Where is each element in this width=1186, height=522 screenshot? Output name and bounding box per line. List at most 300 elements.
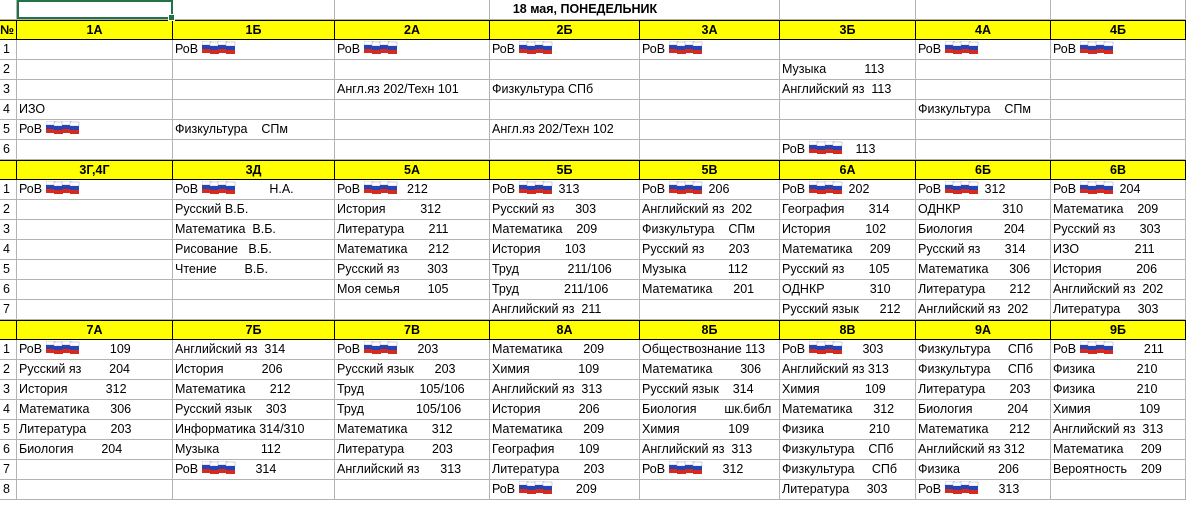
cell-text: Рисование В.Б. <box>175 242 272 256</box>
cell-text-suffix: Н.А. <box>238 182 294 196</box>
lesson-cell[interactable] <box>17 380 173 400</box>
lesson-cell[interactable] <box>335 380 490 400</box>
russian-flag-icon <box>364 181 400 195</box>
number-header-cell <box>0 160 17 180</box>
lesson-cell[interactable] <box>780 360 916 380</box>
cell-text: РоВ <box>175 182 199 196</box>
lesson-number-cell <box>0 360 17 380</box>
lesson-cell[interactable] <box>916 400 1051 420</box>
cell-text: ИЗО 211 <box>1053 242 1155 256</box>
lesson-cell[interactable] <box>490 360 640 380</box>
lesson-cell[interactable] <box>335 440 490 460</box>
lesson-cell[interactable] <box>335 140 490 160</box>
lesson-cell[interactable] <box>490 180 640 200</box>
russian-flag-icon <box>364 341 400 355</box>
lesson-cell[interactable] <box>1051 460 1186 480</box>
lesson-cell[interactable] <box>335 280 490 300</box>
lesson-cell[interactable] <box>490 420 640 440</box>
lesson-number-cell <box>0 60 17 80</box>
lesson-cell[interactable] <box>173 400 335 420</box>
lesson-cell[interactable] <box>780 480 916 500</box>
lesson-cell[interactable] <box>640 180 780 200</box>
cell-text: РоВ <box>918 42 942 56</box>
russian-flag-icon <box>519 41 555 55</box>
lesson-cell[interactable] <box>335 180 490 200</box>
lesson-cell[interactable] <box>173 100 335 120</box>
cell-text: Обществознание 113 <box>642 342 766 356</box>
lesson-cell[interactable] <box>780 140 916 160</box>
lesson-cell[interactable] <box>173 380 335 400</box>
cell-text: Английский яз 313 <box>1053 422 1164 436</box>
lesson-cell[interactable] <box>780 440 916 460</box>
lesson-cell[interactable] <box>490 340 640 360</box>
lesson-cell[interactable] <box>173 460 335 480</box>
cell-text: Музыка 113 <box>782 62 885 76</box>
lesson-cell[interactable] <box>916 340 1051 360</box>
lesson-cell[interactable] <box>780 200 916 220</box>
lesson-cell[interactable] <box>780 460 916 480</box>
lesson-cell[interactable] <box>1051 40 1186 60</box>
lesson-cell[interactable] <box>1051 480 1186 500</box>
class-name: 3Г,4Г <box>79 163 110 177</box>
lesson-cell[interactable] <box>173 200 335 220</box>
cell-text-suffix: 204 <box>1116 182 1141 196</box>
lesson-cell[interactable] <box>335 260 490 280</box>
class-name: 5Б <box>556 163 573 177</box>
lesson-cell[interactable] <box>1051 400 1186 420</box>
top-cell[interactable] <box>780 0 916 20</box>
top-cell[interactable] <box>916 0 1051 20</box>
class-header-6В[interactable] <box>1051 160 1186 180</box>
class-header-4Б[interactable] <box>1051 20 1186 40</box>
class-header-4А[interactable] <box>916 20 1051 40</box>
class-header-1Б[interactable] <box>173 20 335 40</box>
cell-text: Литература 303 <box>782 482 888 496</box>
cell-text: Английский яз 113 <box>782 82 892 96</box>
lesson-number-cell <box>0 200 17 220</box>
lesson-number-cell <box>0 460 17 480</box>
lesson-cell[interactable] <box>1051 280 1186 300</box>
lesson-cell[interactable] <box>640 340 780 360</box>
lesson-cell[interactable] <box>780 40 916 60</box>
lesson-cell[interactable] <box>1051 140 1186 160</box>
lesson-cell[interactable] <box>17 340 173 360</box>
lesson-cell[interactable] <box>173 340 335 360</box>
class-header-7В[interactable] <box>335 320 490 340</box>
lesson-cell[interactable] <box>1051 120 1186 140</box>
lesson-cell[interactable] <box>173 40 335 60</box>
cell-text: Музыка 112 <box>175 442 281 456</box>
lesson-cell[interactable] <box>17 420 173 440</box>
lesson-cell[interactable] <box>335 400 490 420</box>
cell-text: ОДНКР 310 <box>782 282 891 296</box>
lesson-cell[interactable] <box>490 400 640 420</box>
lesson-cell[interactable] <box>17 480 173 500</box>
lesson-cell[interactable] <box>490 60 640 80</box>
lesson-cell[interactable] <box>640 240 780 260</box>
cell-text: РоВ <box>337 42 361 56</box>
lesson-cell[interactable] <box>916 480 1051 500</box>
lesson-cell[interactable] <box>490 200 640 220</box>
lesson-cell[interactable] <box>335 100 490 120</box>
lesson-cell[interactable] <box>173 260 335 280</box>
lesson-cell[interactable] <box>1051 180 1186 200</box>
lesson-number: 4 <box>3 102 10 116</box>
lesson-cell[interactable] <box>17 440 173 460</box>
class-header-2Б[interactable] <box>490 20 640 40</box>
lesson-cell[interactable] <box>490 100 640 120</box>
lesson-cell[interactable] <box>17 220 173 240</box>
russian-flag-icon <box>809 341 845 355</box>
lesson-cell[interactable] <box>335 300 490 320</box>
lesson-number-cell <box>0 380 17 400</box>
cell-text-suffix: 206 <box>705 182 730 196</box>
lesson-cell[interactable] <box>780 100 916 120</box>
lesson-cell[interactable] <box>916 80 1051 100</box>
lesson-cell[interactable] <box>335 200 490 220</box>
cell-text: Литература 203 <box>337 442 453 456</box>
lesson-cell[interactable] <box>17 180 173 200</box>
class-header-1А[interactable] <box>17 20 173 40</box>
lesson-cell[interactable] <box>916 140 1051 160</box>
selected-cell[interactable] <box>17 0 173 19</box>
lesson-cell[interactable] <box>640 260 780 280</box>
lesson-cell[interactable] <box>1051 420 1186 440</box>
lesson-number: 3 <box>3 222 10 236</box>
lesson-cell[interactable] <box>780 340 916 360</box>
lesson-cell[interactable] <box>916 260 1051 280</box>
lesson-cell[interactable] <box>780 260 916 280</box>
lesson-cell[interactable] <box>490 440 640 460</box>
lesson-cell[interactable] <box>1051 220 1186 240</box>
lesson-cell[interactable] <box>490 240 640 260</box>
cell-text: Физкультура СПб <box>918 362 1034 376</box>
lesson-cell[interactable] <box>780 180 916 200</box>
lesson-number: 6 <box>3 142 10 156</box>
lesson-cell[interactable] <box>335 420 490 440</box>
lesson-cell[interactable] <box>780 300 916 320</box>
lesson-cell[interactable] <box>490 280 640 300</box>
class-header-6А[interactable] <box>780 160 916 180</box>
lesson-cell[interactable] <box>916 100 1051 120</box>
lesson-cell[interactable] <box>780 380 916 400</box>
class-header-8В[interactable] <box>780 320 916 340</box>
lesson-number: 7 <box>3 302 10 316</box>
lesson-cell[interactable] <box>490 480 640 500</box>
lesson-number-cell <box>0 480 17 500</box>
class-name: 7А <box>86 323 103 337</box>
lesson-cell[interactable] <box>916 200 1051 220</box>
lesson-cell[interactable] <box>335 60 490 80</box>
lesson-cell[interactable] <box>173 360 335 380</box>
lesson-number: 3 <box>3 382 10 396</box>
lesson-cell[interactable] <box>640 200 780 220</box>
lesson-cell[interactable] <box>1051 80 1186 100</box>
lesson-cell[interactable] <box>17 200 173 220</box>
russian-flag-icon <box>519 181 555 195</box>
cell-text: Физика 210 <box>1053 362 1158 376</box>
cell-text: Русский яз 204 <box>19 362 130 376</box>
cell-text: Математика 209 <box>782 242 891 256</box>
cell-text: Математика 306 <box>918 262 1031 276</box>
lesson-cell[interactable] <box>916 440 1051 460</box>
lesson-cell[interactable] <box>640 460 780 480</box>
russian-flag-icon <box>46 181 82 195</box>
lesson-cell[interactable] <box>17 80 173 100</box>
lesson-cell[interactable] <box>640 360 780 380</box>
lesson-cell[interactable] <box>173 80 335 100</box>
lesson-cell[interactable] <box>916 120 1051 140</box>
cell-text: РоВ <box>782 342 806 356</box>
lesson-cell[interactable] <box>780 400 916 420</box>
cell-text: Английский яз 202 <box>642 202 753 216</box>
class-header-3А[interactable] <box>640 20 780 40</box>
lesson-cell[interactable] <box>335 240 490 260</box>
lesson-cell[interactable] <box>916 220 1051 240</box>
lesson-cell[interactable] <box>780 420 916 440</box>
lesson-cell[interactable] <box>490 220 640 240</box>
lesson-cell[interactable] <box>640 280 780 300</box>
lesson-cell[interactable] <box>335 460 490 480</box>
lesson-cell[interactable] <box>490 380 640 400</box>
lesson-cell[interactable] <box>335 360 490 380</box>
lesson-cell[interactable] <box>490 460 640 480</box>
cell-text: Английский яз 202 <box>918 302 1029 316</box>
lesson-number: 4 <box>3 402 10 416</box>
class-name: 3Д <box>245 163 262 177</box>
lesson-cell[interactable] <box>17 260 173 280</box>
lesson-cell[interactable] <box>1051 440 1186 460</box>
cell-text: РоВ <box>642 42 666 56</box>
class-header-9Б[interactable] <box>1051 320 1186 340</box>
lesson-cell[interactable] <box>916 60 1051 80</box>
lesson-number-cell <box>0 280 17 300</box>
lesson-number-cell <box>0 40 17 60</box>
lesson-cell[interactable] <box>17 120 173 140</box>
russian-flag-icon <box>202 181 238 195</box>
lesson-cell[interactable] <box>916 300 1051 320</box>
class-header-7Б[interactable] <box>173 320 335 340</box>
cell-text: РоВ <box>337 342 361 356</box>
lesson-cell[interactable] <box>780 60 916 80</box>
cell-text: Литература 303 <box>1053 302 1159 316</box>
lesson-cell[interactable] <box>640 480 780 500</box>
cell-text: Математика 312 <box>337 422 453 436</box>
cell-text: Чтение В.Б. <box>175 262 268 276</box>
lesson-cell[interactable] <box>780 120 916 140</box>
lesson-cell[interactable] <box>1051 340 1186 360</box>
lesson-number-cell <box>0 140 17 160</box>
cell-text: Физкультура СПб <box>918 342 1034 356</box>
cell-text: Математика 209 <box>1053 442 1162 456</box>
class-header-5Б[interactable] <box>490 160 640 180</box>
lesson-number: 5 <box>3 122 10 136</box>
lesson-cell[interactable] <box>640 440 780 460</box>
lesson-cell[interactable] <box>490 300 640 320</box>
lesson-cell[interactable] <box>640 420 780 440</box>
cell-text: Физкультура СПм <box>175 122 289 136</box>
class-name: 6А <box>839 163 856 177</box>
lesson-cell[interactable] <box>1051 360 1186 380</box>
lesson-cell[interactable] <box>173 300 335 320</box>
cell-text-suffix: 303 <box>845 342 884 356</box>
top-cell[interactable] <box>640 0 780 20</box>
lesson-cell[interactable] <box>490 80 640 100</box>
lesson-cell[interactable] <box>17 400 173 420</box>
lesson-cell[interactable] <box>640 140 780 160</box>
lesson-cell[interactable] <box>173 60 335 80</box>
lesson-cell[interactable] <box>640 100 780 120</box>
lesson-cell[interactable] <box>173 480 335 500</box>
lesson-cell[interactable] <box>780 220 916 240</box>
lesson-cell[interactable] <box>1051 100 1186 120</box>
lesson-cell[interactable] <box>490 140 640 160</box>
lesson-cell[interactable] <box>640 400 780 420</box>
lesson-cell[interactable] <box>17 280 173 300</box>
number-header: № <box>0 23 14 37</box>
lesson-cell[interactable] <box>490 120 640 140</box>
class-header-6Б[interactable] <box>916 160 1051 180</box>
class-name: 3А <box>701 23 718 37</box>
lesson-cell[interactable] <box>1051 240 1186 260</box>
lesson-cell[interactable] <box>335 40 490 60</box>
lesson-cell[interactable] <box>173 180 335 200</box>
lesson-cell[interactable] <box>173 440 335 460</box>
class-header-8А[interactable] <box>490 320 640 340</box>
lesson-number-cell <box>0 440 17 460</box>
lesson-cell[interactable] <box>916 420 1051 440</box>
cell-text: РоВ <box>492 42 516 56</box>
lesson-cell[interactable] <box>490 260 640 280</box>
class-header-5А[interactable] <box>335 160 490 180</box>
lesson-cell[interactable] <box>916 460 1051 480</box>
lesson-cell[interactable] <box>916 40 1051 60</box>
lesson-cell[interactable] <box>17 360 173 380</box>
cell-text: История 312 <box>19 382 127 396</box>
class-header-7А[interactable] <box>17 320 173 340</box>
class-header-3Д[interactable] <box>173 160 335 180</box>
cell-text: РоВ <box>918 482 942 496</box>
lesson-number: 5 <box>3 262 10 276</box>
cell-text: Физика 206 <box>918 462 1019 476</box>
lesson-cell[interactable] <box>640 220 780 240</box>
lesson-cell[interactable] <box>173 240 335 260</box>
lesson-cell[interactable] <box>1051 260 1186 280</box>
class-name: 1Б <box>245 23 262 37</box>
lesson-cell[interactable] <box>17 300 173 320</box>
top-cell[interactable] <box>173 0 335 20</box>
cell-text-suffix: 312 <box>705 462 744 476</box>
lesson-cell[interactable] <box>17 240 173 260</box>
lesson-number: 1 <box>3 42 10 56</box>
class-header-5В[interactable] <box>640 160 780 180</box>
cell-text: Физика 210 <box>1053 382 1158 396</box>
russian-flag-icon <box>46 341 82 355</box>
cell-text: РоВ <box>175 42 199 56</box>
lesson-number-cell <box>0 400 17 420</box>
lesson-cell[interactable] <box>916 380 1051 400</box>
lesson-cell[interactable] <box>17 140 173 160</box>
lesson-cell[interactable] <box>17 60 173 80</box>
lesson-number-cell <box>0 80 17 100</box>
class-header-8Б[interactable] <box>640 320 780 340</box>
class-name: 2А <box>404 23 420 37</box>
russian-flag-icon <box>669 461 705 475</box>
lesson-cell[interactable] <box>640 40 780 60</box>
cell-text: История 312 <box>337 202 442 216</box>
lesson-number-cell <box>0 180 17 200</box>
lesson-cell[interactable] <box>916 280 1051 300</box>
cell-text: Математика 209 <box>492 222 598 236</box>
lesson-cell[interactable] <box>173 220 335 240</box>
lesson-cell[interactable] <box>1051 300 1186 320</box>
lesson-cell[interactable] <box>173 120 335 140</box>
cell-text: Физкультура СПб <box>782 462 898 476</box>
lesson-number-cell <box>0 300 17 320</box>
lesson-cell[interactable] <box>17 460 173 480</box>
cell-text: Английский яз 313 <box>492 382 603 396</box>
lesson-cell[interactable] <box>640 380 780 400</box>
cell-text: РоВ <box>918 182 942 196</box>
lesson-cell[interactable] <box>640 120 780 140</box>
lesson-cell[interactable] <box>916 360 1051 380</box>
lesson-cell[interactable] <box>780 80 916 100</box>
lesson-cell[interactable] <box>640 80 780 100</box>
lesson-cell[interactable] <box>1051 200 1186 220</box>
cell-text-suffix: 212 <box>400 182 428 196</box>
class-header-3Б[interactable] <box>780 20 916 40</box>
lesson-cell[interactable] <box>17 100 173 120</box>
class-header-3Г,4Г[interactable] <box>17 160 173 180</box>
cell-text: Физкультура СПб <box>492 82 594 96</box>
cell-text: Физкультура СПб <box>782 442 894 456</box>
lesson-cell[interactable] <box>173 140 335 160</box>
lesson-cell[interactable] <box>173 420 335 440</box>
lesson-cell[interactable] <box>335 340 490 360</box>
cell-text: РоВ <box>782 142 806 156</box>
lesson-cell[interactable] <box>1051 60 1186 80</box>
cell-text: История 206 <box>175 362 283 376</box>
lesson-cell[interactable] <box>17 40 173 60</box>
lesson-cell[interactable] <box>916 240 1051 260</box>
lesson-number: 3 <box>3 82 10 96</box>
lesson-cell[interactable] <box>916 180 1051 200</box>
lesson-cell[interactable] <box>335 120 490 140</box>
lesson-cell[interactable] <box>173 280 335 300</box>
class-name: 5А <box>404 163 420 177</box>
cell-text: Английский яз 314 <box>175 342 286 356</box>
cell-text: История 102 <box>782 222 887 236</box>
lesson-cell[interactable] <box>335 220 490 240</box>
lesson-cell[interactable] <box>640 60 780 80</box>
russian-flag-icon <box>809 181 845 195</box>
cell-text: Английский яз 313 <box>782 362 889 376</box>
cell-text: Английский яз 312 <box>918 442 1025 456</box>
top-cell[interactable] <box>1051 0 1186 20</box>
lesson-cell[interactable] <box>1051 380 1186 400</box>
cell-text: Химия 109 <box>492 362 600 376</box>
class-header-9А[interactable] <box>916 320 1051 340</box>
lesson-cell[interactable] <box>335 80 490 100</box>
cell-text: Математика 201 <box>642 282 755 296</box>
class-header-2А[interactable] <box>335 20 490 40</box>
lesson-cell[interactable] <box>490 40 640 60</box>
lesson-cell[interactable] <box>780 280 916 300</box>
lesson-cell[interactable] <box>335 480 490 500</box>
lesson-cell[interactable] <box>780 240 916 260</box>
lesson-cell[interactable] <box>640 300 780 320</box>
cell-text: Литература 203 <box>19 422 132 436</box>
